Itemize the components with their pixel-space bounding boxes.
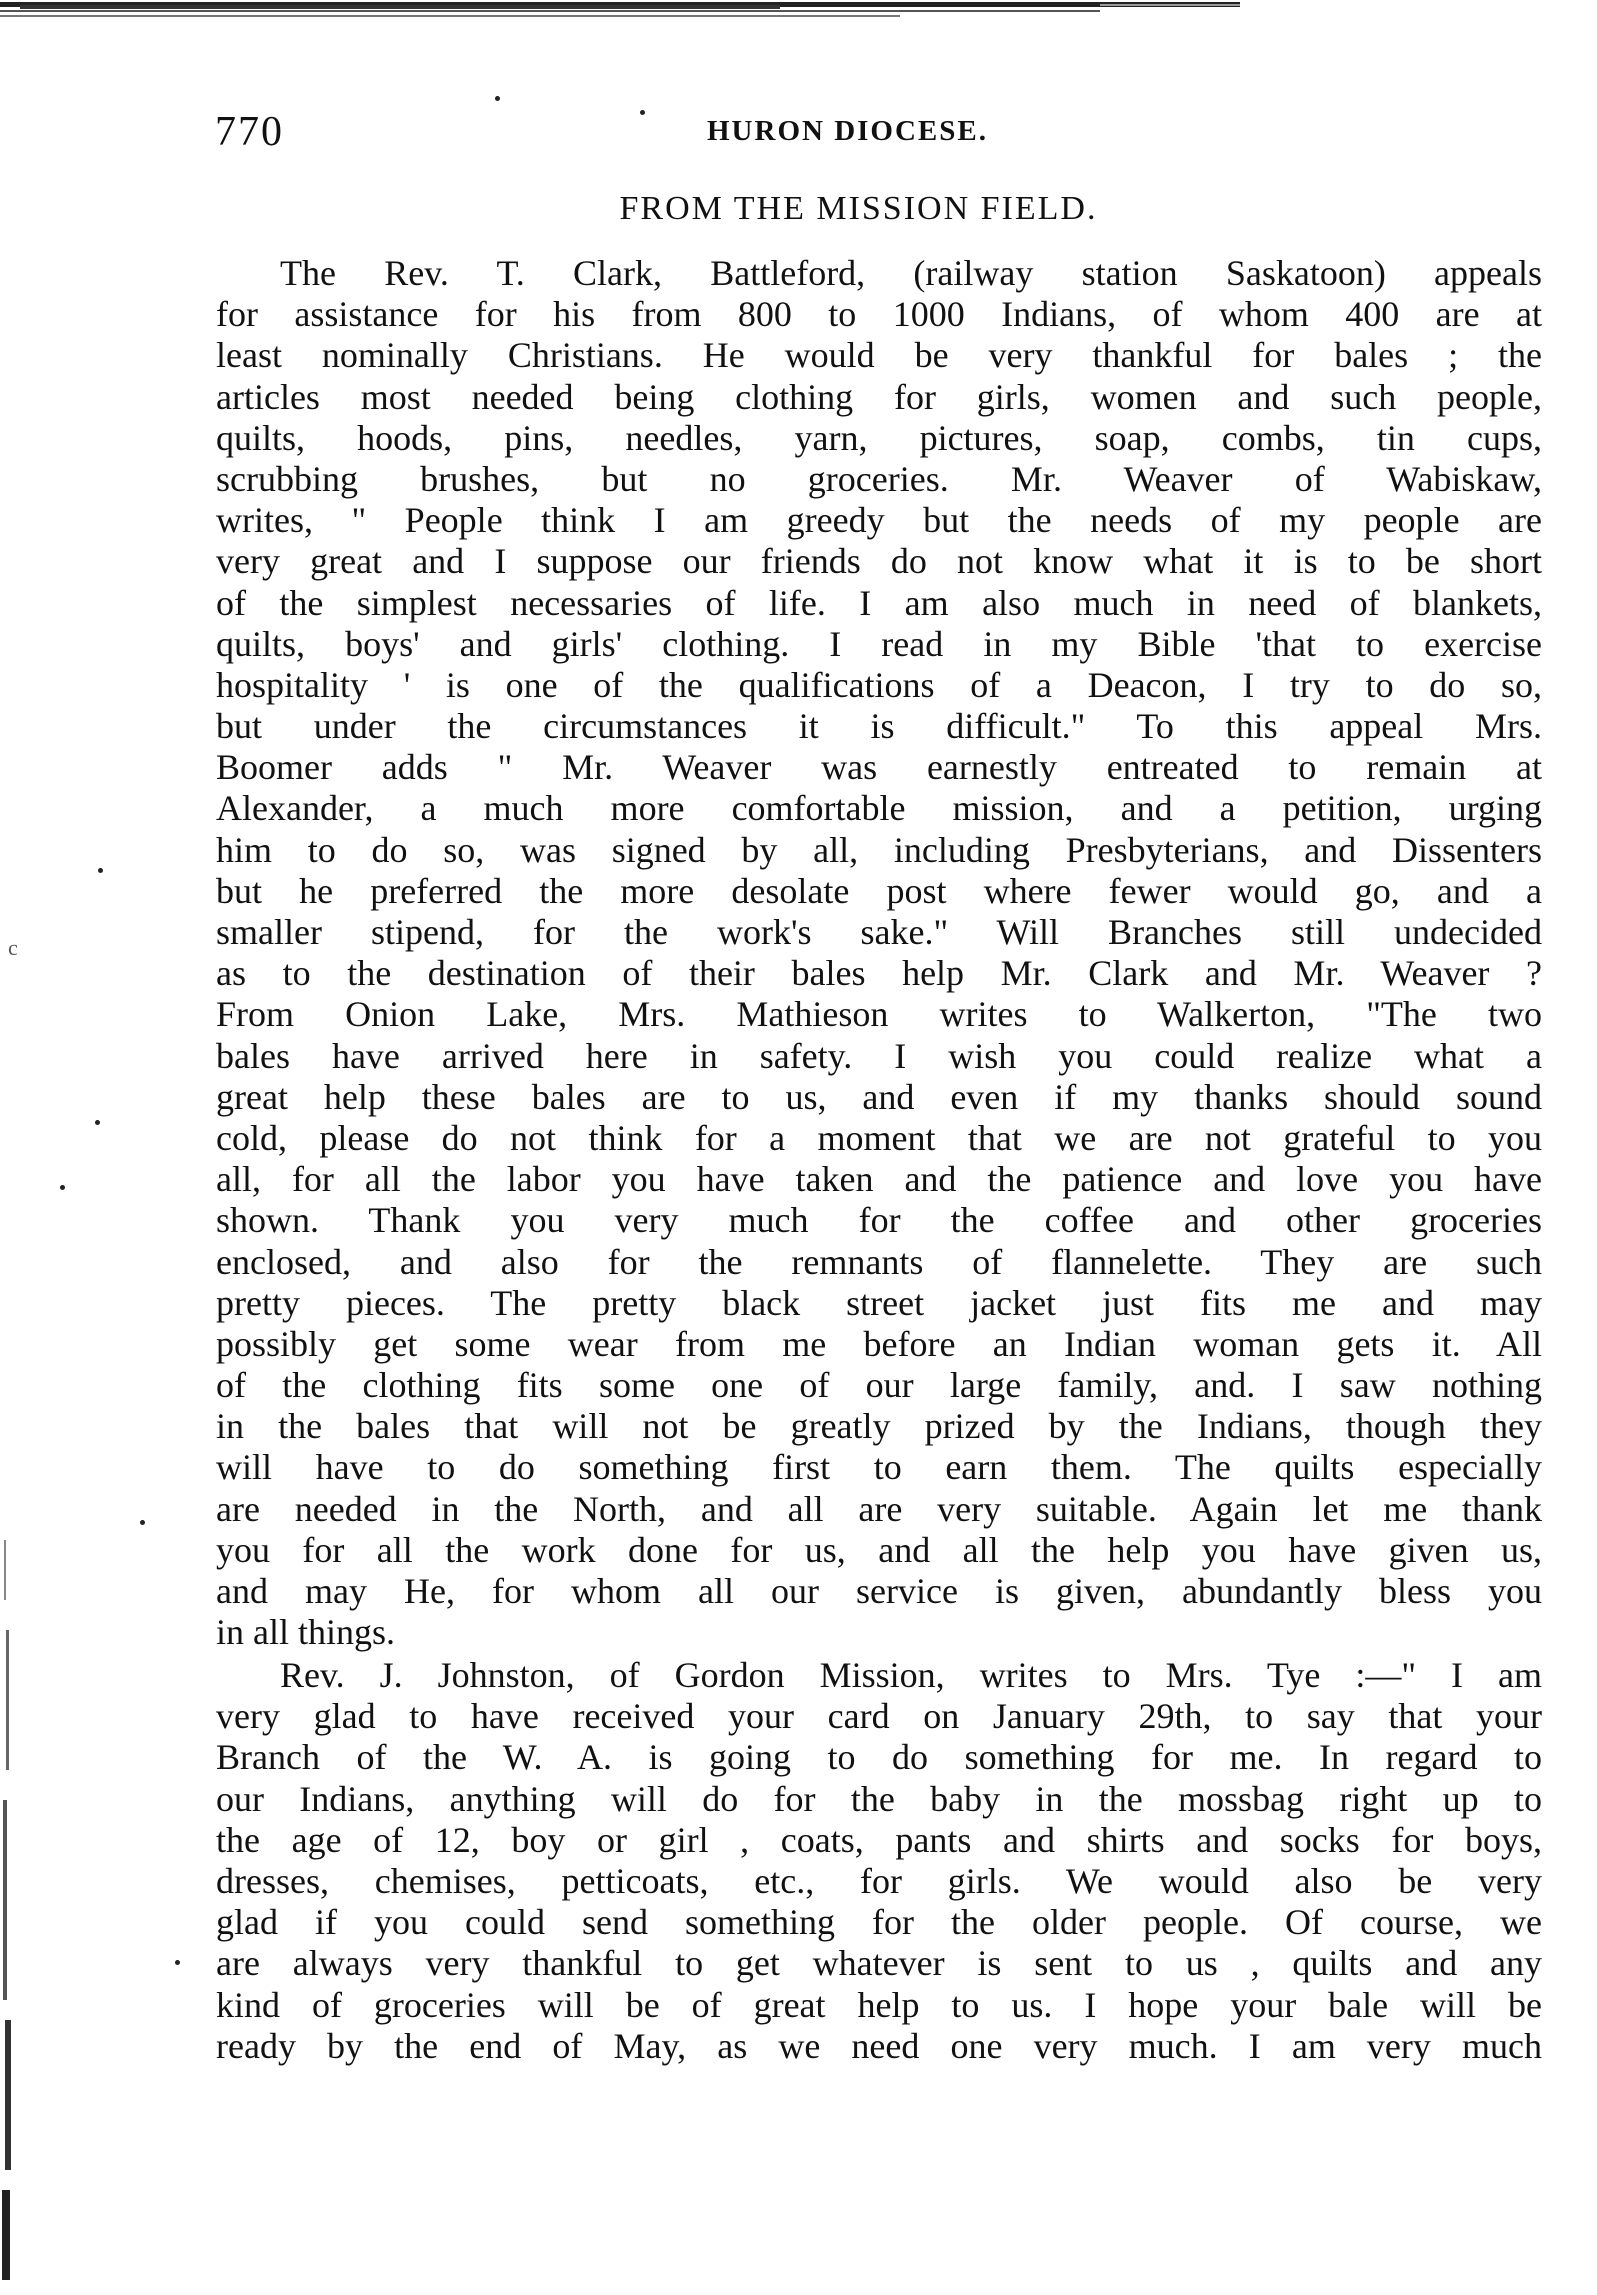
- text-line: as to the destination of their bales help Mr. Clark and Mr. Weaver ?: [216, 953, 1542, 994]
- paragraph-2: [216, 1655, 1542, 2067]
- text-line: are always very thankful to get whatever is sent to us , quilts and any: [216, 1943, 1542, 1984]
- text-line: quilts, hoods, pins, needles, yarn, pictures, soap, combs, tin cups,: [216, 417, 1542, 458]
- text-line: least nominally Christians. He would be very thankful for bales ; the: [216, 335, 1542, 376]
- text-line: but he preferred the more desolate post where fewer would go, and a: [216, 870, 1542, 911]
- text-line: enclosed, and also for the remnants of flannelette. They are such: [216, 1241, 1542, 1282]
- text-line: in the bales that will not be greatly prized by the Indians, though they: [216, 1406, 1542, 1447]
- text-line: the age of 12, boy or girl , coats, pants and shirts and socks for boys,: [216, 1819, 1542, 1860]
- text-line: of the simplest necessaries of life. I am also much in need of blankets,: [216, 582, 1542, 623]
- ink-speck: [175, 1960, 180, 1965]
- text-line: Branch of the W. A. is going to do something for me. In regard to: [216, 1737, 1542, 1778]
- text-line: writes, " People think I am greedy but the needs of my people are: [216, 500, 1542, 541]
- text-line: ready by the end of May, as we need one very much. I am very much: [216, 2025, 1542, 2066]
- text-line: him to do so, was signed by all, including Presbyterians, and Dissenters: [216, 829, 1542, 870]
- text-line: quilts, boys' and girls' clothing. I read in my Bible 'that to exercise: [216, 623, 1542, 664]
- text-line: but under the circumstances it is difficult." To this appeal Mrs.: [216, 706, 1542, 747]
- text-line: and may He, for whom all our service is given, abundantly bless you: [216, 1571, 1542, 1611]
- ink-speck: [495, 96, 500, 101]
- top-border-rule: [0, 0, 1240, 22]
- text-line: smaller stipend, for the work's sake." Will Branches still undecided: [216, 912, 1542, 952]
- text-line: articles most needed being clothing for girls, women and such people,: [216, 376, 1542, 417]
- text-line: possibly get some wear from me before an Indian woman gets it. All: [216, 1323, 1542, 1364]
- text-line: pretty pieces. The pretty black street jacket just fits me and may: [216, 1282, 1542, 1323]
- text-line: shown. Thank you very much for the coffee and other groceries: [216, 1200, 1542, 1241]
- text-line: From Onion Lake, Mrs. Mathieson writes to Walkerton, "The two: [216, 994, 1542, 1035]
- text-line: kind of groceries will be of great help to us. I hope your bale will be: [216, 1984, 1542, 2025]
- text-line: hospitality ' is one of the qualifications of a Deacon, I try to do so,: [216, 664, 1542, 705]
- binding-edge: [0, 1540, 14, 2280]
- text-line: glad if you could send something for the older people. Of course, we: [216, 1902, 1542, 1943]
- text-line: of the clothing fits some one of our large family, and. I saw nothing: [216, 1365, 1542, 1406]
- paragraph-1: [216, 253, 1542, 1653]
- text-line: Rev. J. Johnston, of Gordon Mission, writes to Mrs. Tye :—" I am: [280, 1655, 1542, 1695]
- text-line: bales have arrived here in safety. I wish you could realize what a: [216, 1035, 1542, 1076]
- text-line: in all things.: [216, 1612, 395, 1653]
- ink-speck: [95, 1120, 100, 1125]
- section-title: FROM THE MISSION FIELD.: [619, 190, 1098, 227]
- text-line: are needed in the North, and all are very suitable. Again let me thank: [216, 1488, 1542, 1529]
- text-line: our Indians, anything will do for the baby in the mossbag right up to: [216, 1778, 1542, 1819]
- text-line: all, for all the labor you have taken and the patience and love you have: [216, 1159, 1542, 1200]
- ink-speck: [640, 110, 645, 115]
- text-line: great help these bales are to us, and even if my thanks should sound: [216, 1076, 1542, 1117]
- text-line: Boomer adds " Mr. Weaver was earnestly entreated to remain at: [216, 747, 1542, 788]
- margin-mark: c: [8, 935, 18, 960]
- ink-speck: [140, 1520, 145, 1525]
- text-line: for assistance for his from 800 to 1000 Indians, of whom 400 are at: [216, 294, 1542, 335]
- ink-speck: [60, 1185, 65, 1190]
- text-line: The Rev. T. Clark, Battleford, (railway station Saskatoon) appeals: [280, 253, 1542, 293]
- ink-speck: [98, 868, 103, 873]
- running-head: HURON DIOCESE.: [707, 115, 988, 147]
- text-line: dresses, chemises, petticoats, etc., for girls. We would also be very: [216, 1860, 1542, 1901]
- text-line: you for all the work done for us, and all the help you have given us,: [216, 1529, 1542, 1570]
- text-line: will have to do something first to earn them. The quilts especially: [216, 1447, 1542, 1488]
- text-line: scrubbing brushes, but no groceries. Mr. Weaver of Wabiskaw,: [216, 458, 1542, 499]
- text-line: very great and I suppose our friends do not know what it is to be short: [216, 541, 1542, 582]
- page-number: 770: [215, 109, 284, 155]
- text-line: very glad to have received your card on January 29th, to say that your: [216, 1696, 1542, 1737]
- text-line: cold, please do not think for a moment that we are not grateful to you: [216, 1117, 1542, 1158]
- text-line: Alexander, a much more comfortable mission, and a petition, urging: [216, 788, 1542, 829]
